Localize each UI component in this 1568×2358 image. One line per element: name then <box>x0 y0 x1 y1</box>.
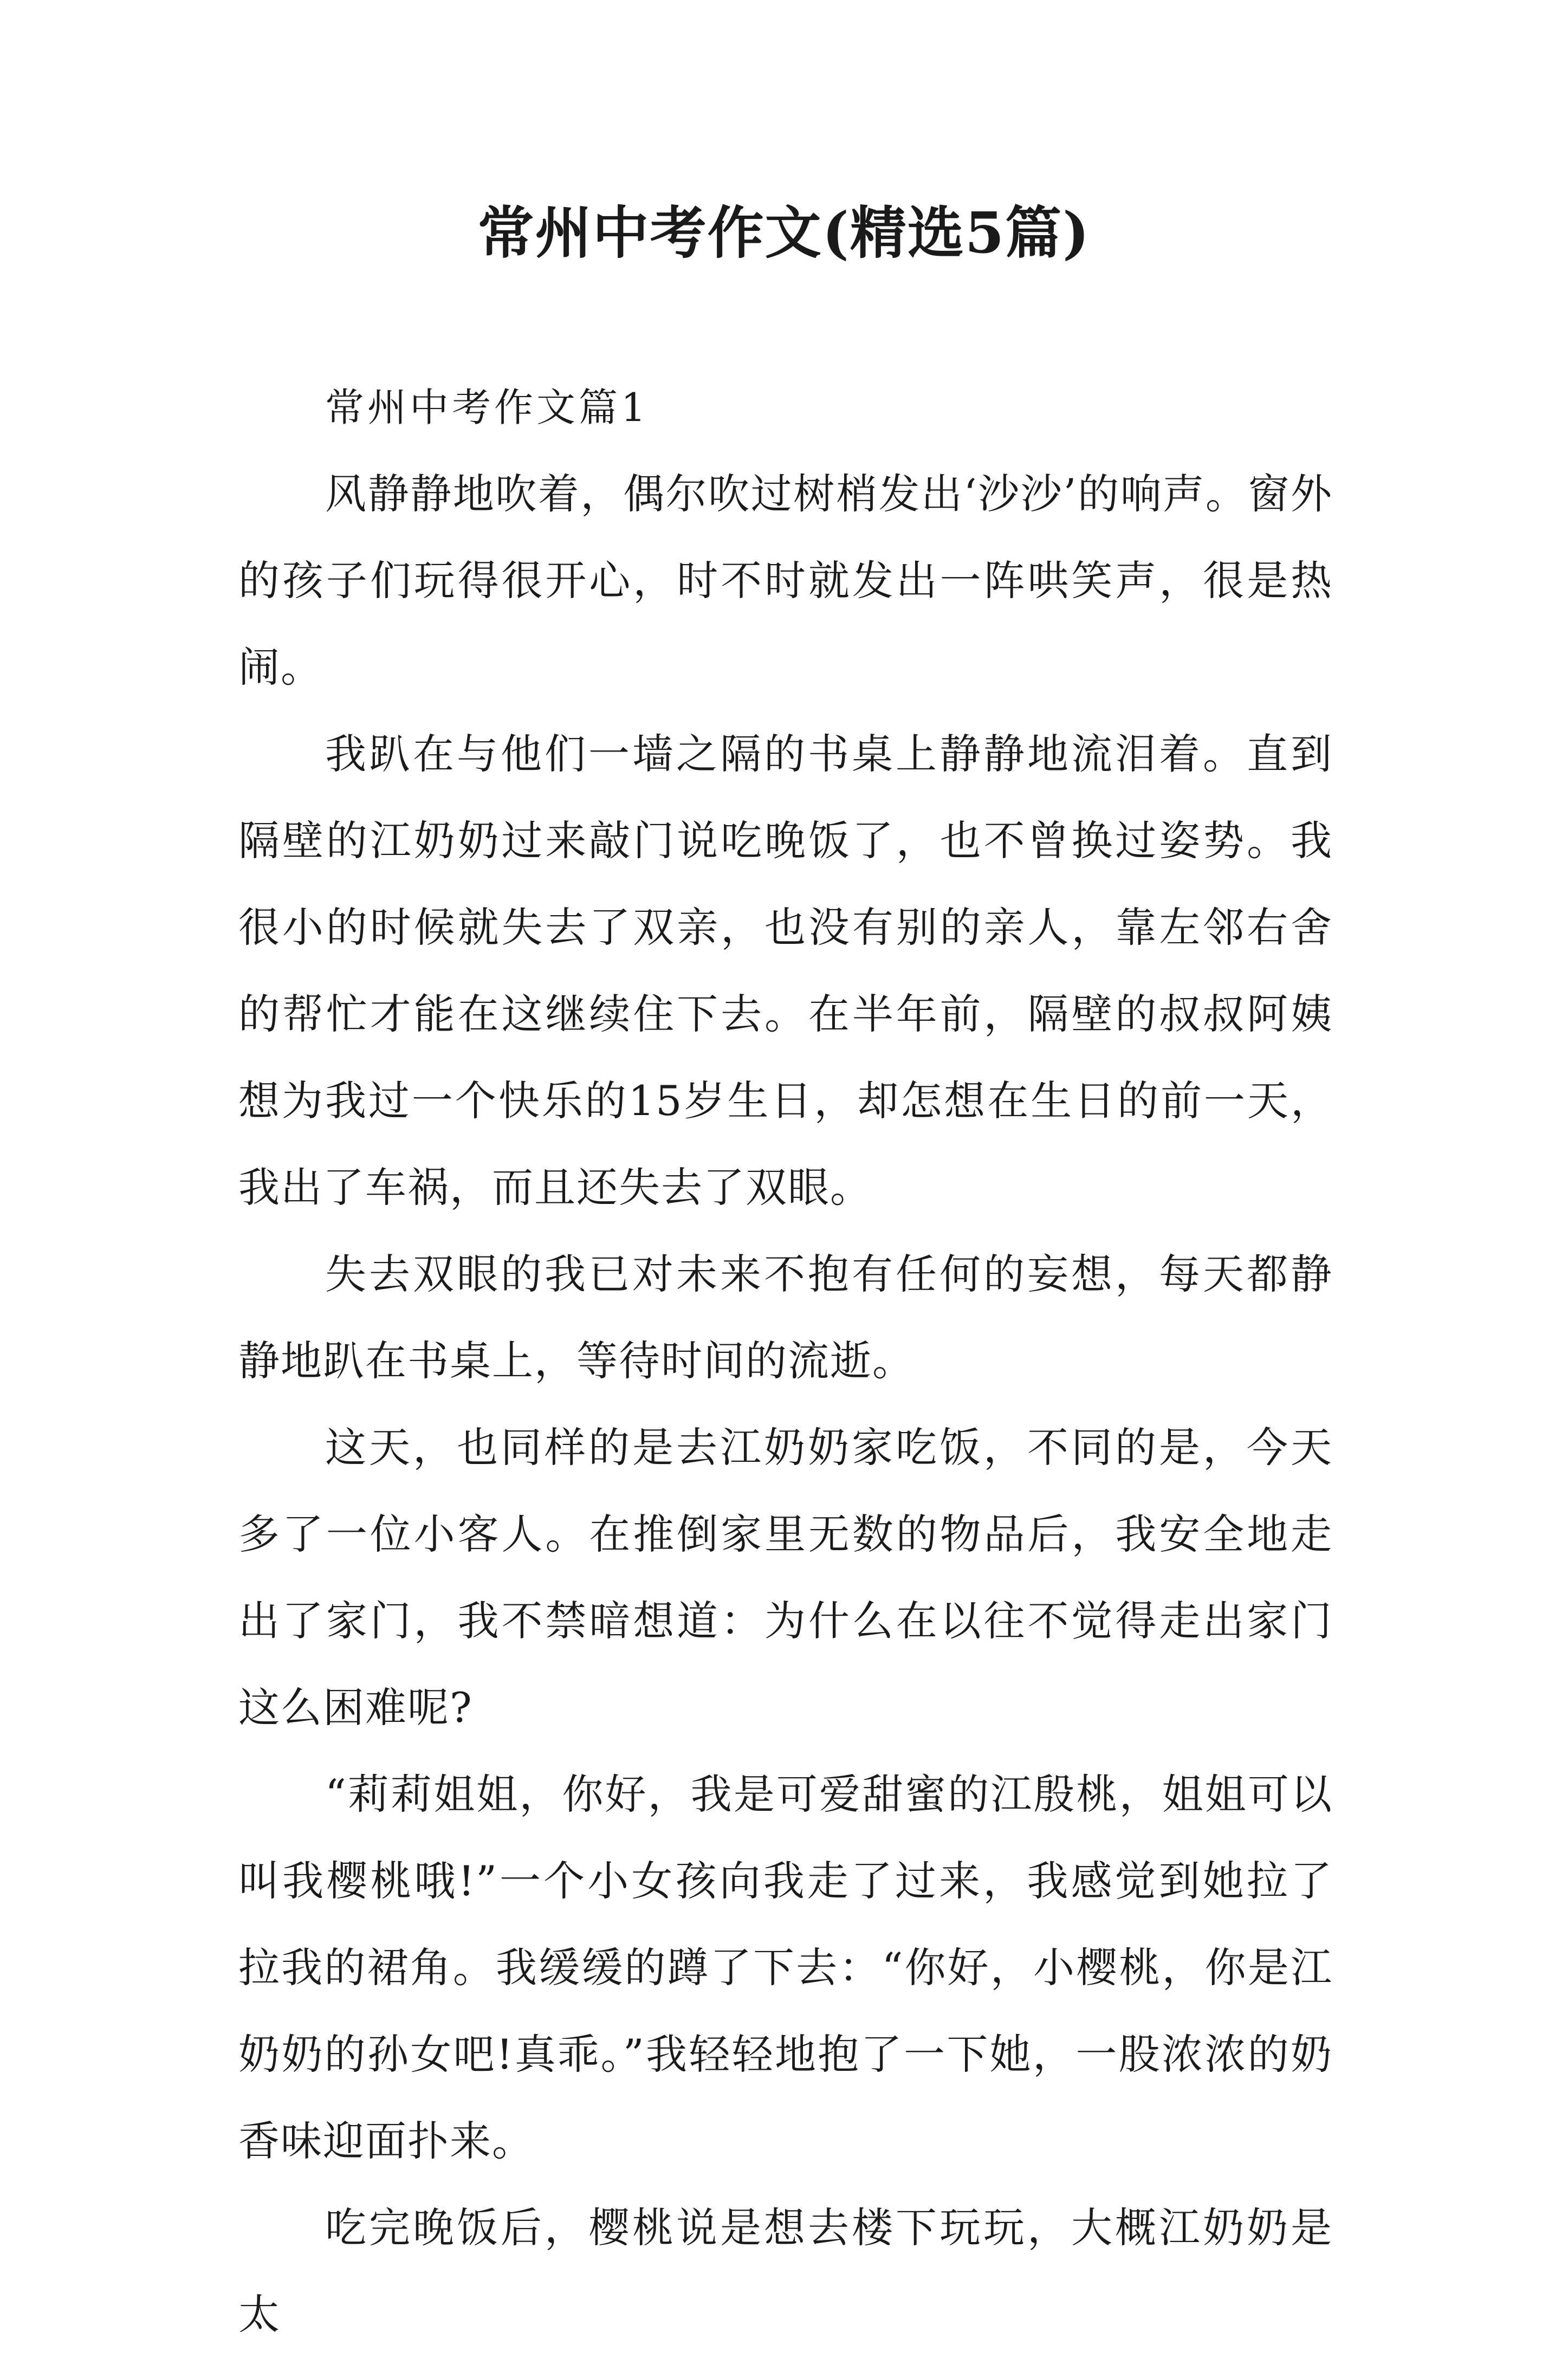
section-heading: 常州中考作文篇1 <box>325 385 649 430</box>
paragraph: 风静静地吹着，偶尔吹过树梢发出‘沙沙’的响声。窗外的孩子们玩得很开心，时不时就发出一阵哄笑声，很是热闹。 <box>238 470 1333 691</box>
paragraph: 我趴在与他们一墙之隔的书桌上静静地流泪着。直到隔壁的江奶奶过来敲门说吃晚饭了，也不曾换过姿势。我很小的时候就失去了双亲，也没有别的亲人，靠左邻右舍的帮忙才能在这继续住下去。在半年前，隔壁的叔叔阿姨想为我过一个快乐的15岁生日，却怎想在生日的前一天，我出了车祸，而且还失去了双眼。 <box>238 730 1333 1212</box>
paragraph: “莉莉姐姐，你好，我是可爱甜蜜的江殷桃，姐姐可以叫我樱桃哦!”一个小女孩向我走了过来，我感觉到她拉了拉我的裙角。我缓缓的蹲了下去：“你好，小樱桃，你是江奶奶的孙女吧!真乖。”我轻轻地抱了一下她，一股浓浓的奶香味迎面扑来。 <box>238 1770 1333 2165</box>
document-body <box>238 364 1333 2358</box>
paragraph: 这天，也同样的是去江奶奶家吃饭，不同的是，今天多了一位小客人。在推倒家里无数的物品后，我安全地走出了家门，我不禁暗想道：为什么在以往不觉得走出家门这么困难呢? <box>238 1423 1333 1732</box>
paragraph: 吃完晚饭后，樱桃说是想去楼下玩玩，大概江奶奶是太 <box>238 2204 1333 2338</box>
paragraph: 失去双眼的我已对未来不抱有任何的妄想，每天都静静地趴在书桌上，等待时间的流逝。 <box>238 1250 1333 1385</box>
document-title: 常州中考作文(精选5篇) <box>477 199 1091 266</box>
